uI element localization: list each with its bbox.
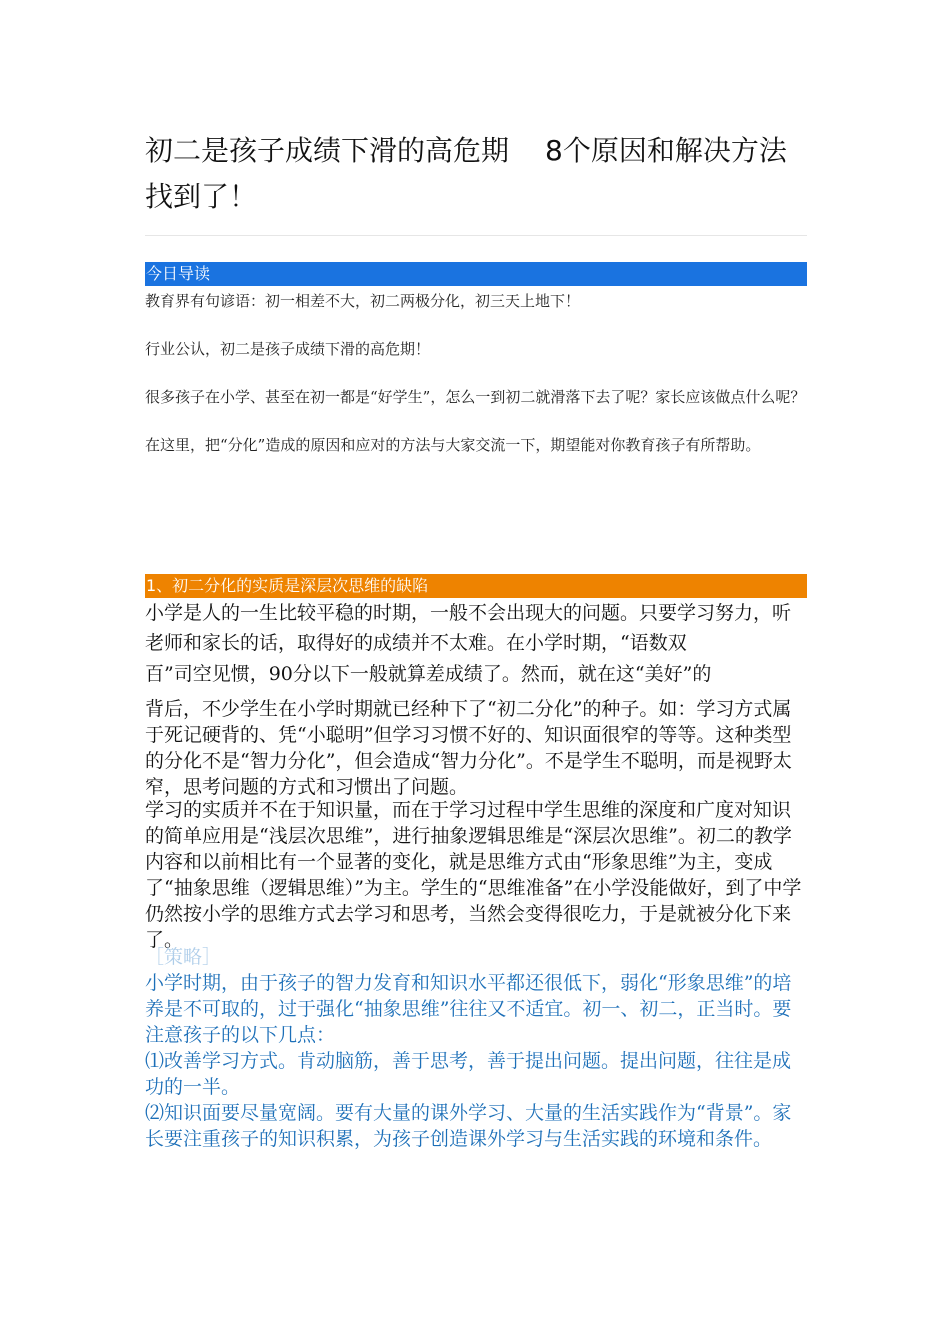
section1-paragraph: 背后，不少学生在小学时期就已经种下了“初二分化”的种子。如：学习方式属于死记硬背的、凭“小聪明”但学习习惯不好的、知识面很窄的等等。这种类型的分化不是“智力分化”，但会造成“智力分化”。不是学生不聪明，而是视野太窄，思考问题的方式和习惯出了问题。 [145,698,792,798]
section1-heading-bar [145,574,807,598]
title-part-2: 8个原因和解决方法找到了！ [145,134,787,213]
title-part-1: 初二是孩子成绩下滑的高危期 [145,134,510,167]
intro-paragraph: 教育界有句谚语：初一相差不大，初二两极分化，初三天上地下！ [145,292,581,310]
section1-heading: 1、初二分化的实质是深层次思维的缺陷 [146,576,429,595]
strategy-paragraph: 小学时期，由于孩子的智力发育和知识水平都还很低下，弱化“形象思维”的培养是不可取的，过于强化“抽象思维”往往又不适宜。初一、初二，正当时。要注意孩子的以下几点： [145,972,792,1046]
intro-paragraph: 在这里，把“分化”造成的原因和应对的方法与大家交流一下，期望能对你教育孩子有所帮助。 [145,436,761,454]
section1-paragraph: 百”司空见惯，90分以下一般就算差成绩了。然而，就在这“美好”的 [145,663,712,685]
intro-heading: 今日导读 [146,264,211,283]
intro-paragraph: 行业公认，初二是孩子成绩下滑的高危期！ [145,340,431,358]
intro-paragraph: 很多孩子在小学、甚至在初一都是“好学生”，怎么一到初二就滑落下去了呢？家长应该做点什么呢？ [145,388,806,406]
strategy-item: ⑴改善学习方式。肯动脑筋，善于思考，善于提出问题。提出问题，往往是成功的一半。 [145,1050,792,1098]
section1-paragraph: 小学是人的一生比较平稳的时期，一般不会出现大的问题。只要学习努力，听老师和家长的话，取得好的成绩并不太难。在小学时期，“语数双 [145,602,792,654]
intro-section [145,289,807,481]
strategy-item: ⑵知识面要尽量宽阔。要有大量的课外学习、大量的生活实践作为“背景”。家长要注重孩子的知识积累，为孩子创造课外学习与生活实践的环境和条件。 [145,1102,792,1150]
section1-paragraph: 学习的实质并不在于知识量，而在于学习过程中学生思维的深度和广度对知识的简单应用是“浅层次思维”，进行抽象逻辑思维是“深层次思维”。初二的教学内容和以前相比有一个显著的变化，就是思维方式由“形象思维”为主，变成了“抽象思维（逻辑思维）”为主。学生的“思维准备”在小学没能做好，到了中学仍然按小学的思维方式去学习和思考，当然会变得很吃力，于是就被分化下来了。 [145,799,802,951]
article-title [145,128,807,220]
strategy-section [145,944,807,1152]
strategy-tag: ［策略］ [145,946,222,968]
intro-heading-bar [145,262,807,286]
title-divider [145,235,807,236]
